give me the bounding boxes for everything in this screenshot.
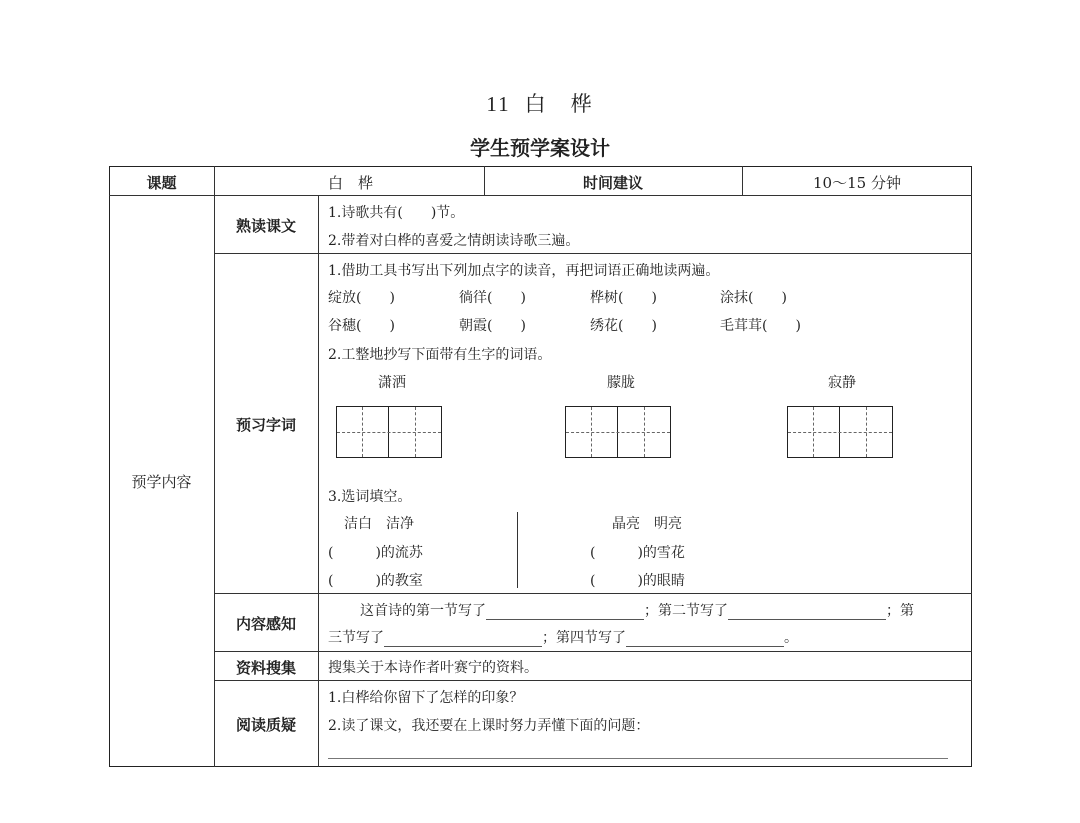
answer-blank[interactable] [486,605,644,620]
row-divider [214,680,972,681]
time-label: 时间建议 [582,174,643,192]
col-divider [318,195,319,767]
read-item: 2.带着对白桦的喜爱之情朗读诗歌三遍。 [328,233,580,249]
pinyin-item: 涂抹( ) [720,290,787,306]
pinyin-item: 毛茸茸( ) [720,318,801,334]
perceive-line-2: 三节写了 ；第四节写了 。 [328,630,798,646]
writing-grid[interactable] [787,406,893,458]
lesson-number: 11 [486,92,511,116]
quality-item: 1.白桦给你留下了怎样的印象？ [328,690,524,706]
copy-word: 寂静 [828,375,856,391]
read-item: 1.诗歌共有( )节。 [328,205,465,221]
answer-blank[interactable] [728,605,886,620]
row-divider [109,195,972,196]
right-choices: 晶亮 明亮 [612,516,682,532]
vocab-q2: 2.工整地抄写下面带有生字的词语。 [328,347,552,363]
pinyin-item: 朝霞( ) [459,318,526,334]
copy-word: 潇洒 [378,375,406,391]
pinyin-item: 绣花( ) [590,318,657,334]
choice-divider [517,512,518,588]
row-divider [214,593,972,594]
perceive-label: 内容感知 [235,615,296,633]
pinyin-item: 谷穗( ) [328,318,395,334]
copy-word: 朦胧 [607,375,635,391]
writing-grid[interactable] [336,406,442,458]
side-label: 预学内容 [131,473,192,491]
doc-title [0,88,1080,118]
time-value: 10～15 分钟 [813,174,901,192]
fill-line[interactable]: ( )的雪花 [590,545,685,561]
pinyin-item: 徜徉( ) [459,290,526,306]
vocab-q3: 3.选词填空。 [328,489,412,505]
row-divider [214,253,972,254]
row-divider [214,651,972,652]
research-label: 资料搜集 [235,659,296,677]
quality-label: 阅读质疑 [235,716,296,734]
fill-line[interactable]: ( )的教室 [328,573,423,589]
read-label: 熟读课文 [235,217,296,235]
answer-line[interactable] [328,758,948,759]
vocab-q1: 1.借助工具书写出下列加点字的读音，再把词语正确地读两遍。 [328,263,720,279]
pinyin-item: 桦树( ) [590,290,657,306]
answer-blank[interactable] [384,632,542,647]
answer-blank[interactable] [626,632,784,647]
lesson-title: 白 桦 [524,92,594,116]
writing-grid[interactable] [565,406,671,458]
left-choices: 洁白 洁净 [344,516,414,532]
vocab-label: 预习字词 [235,416,296,434]
topic-label: 课题 [146,174,177,192]
fill-line[interactable]: ( )的流苏 [328,545,423,561]
doc-subtitle: 学生预学案设计 [470,136,610,160]
topic-value: 白 桦 [328,174,374,192]
research-text: 搜集关于本诗作者叶赛宁的资料。 [328,660,538,676]
pinyin-item: 绽放( ) [328,290,395,306]
fill-line[interactable]: ( )的眼睛 [590,573,685,589]
quality-item: 2.读了课文，我还要在上课时努力弄懂下面的问题： [328,718,650,734]
perceive-line-1: 这首诗的第一节写了 ；第二节写了 ；第 [360,603,914,619]
